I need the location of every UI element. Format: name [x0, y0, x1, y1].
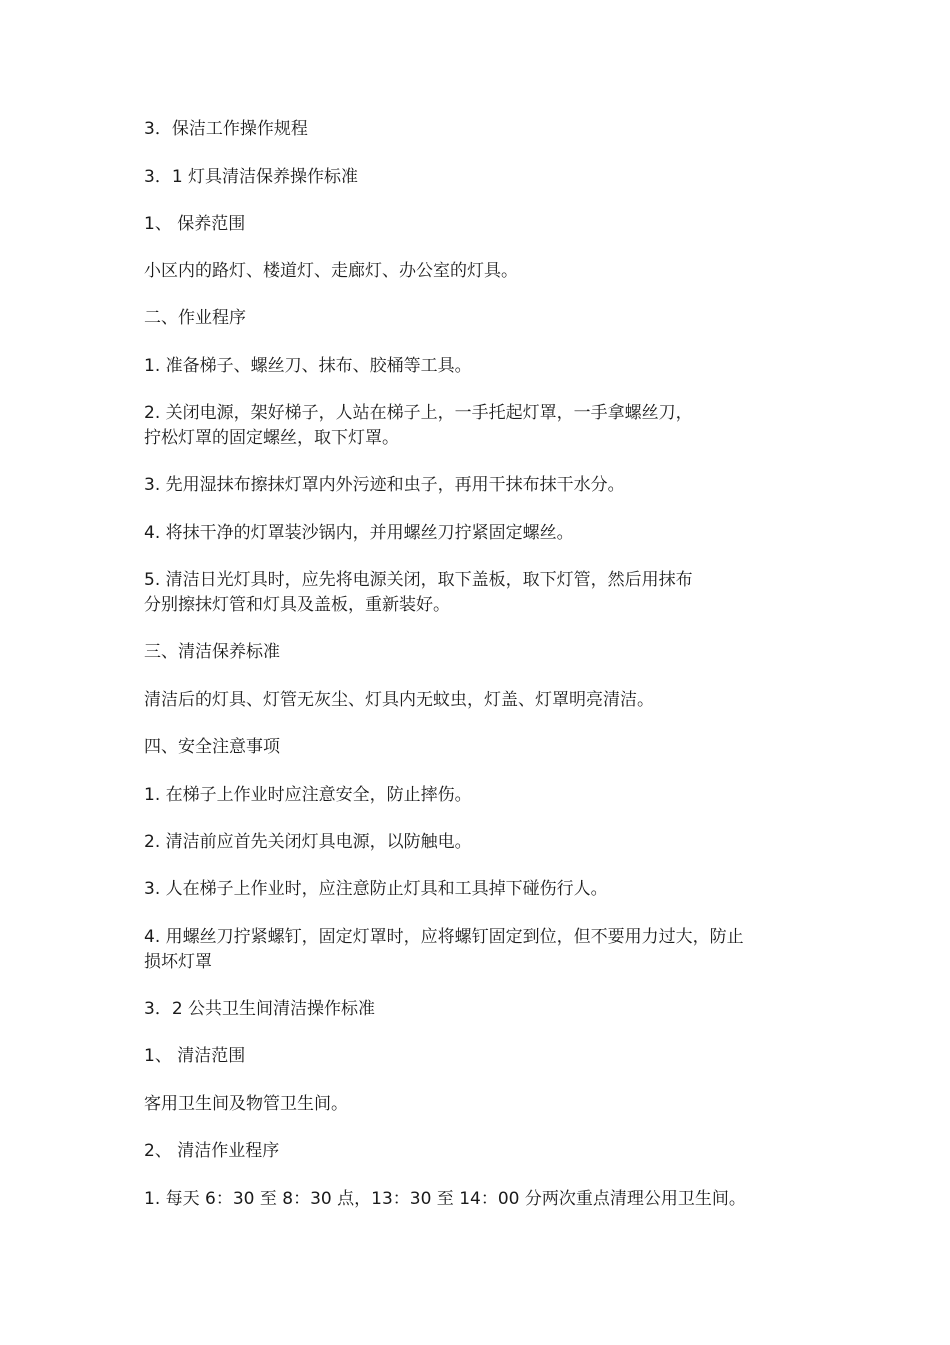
list-item: 5. 清洁日光灯具时，应先将电源关闭，取下盖板，取下灯管，然后用抹布	[144, 570, 693, 590]
list-item: 4. 用螺丝刀拧紧螺钉，固定灯罩时，应将螺钉固定到位，但不要用力过大，防止	[144, 927, 744, 947]
subsection-heading: 3．1 灯具清洁保养操作标准	[144, 167, 359, 187]
list-item: 4. 将抹干净的灯罩装沙锅内，并用螺丝刀拧紧固定螺丝。	[144, 523, 574, 543]
list-item: 3. 先用湿抹布擦抹灯罩内外污迹和虫子，再用干抹布抹干水分。	[144, 475, 625, 495]
list-item-continuation: 损坏灯罩	[144, 952, 212, 972]
item-heading: 四、安全注意事项	[144, 737, 280, 757]
list-item: 2. 关闭电源，架好梯子，人站在梯子上，一手托起灯罩，一手拿螺丝刀，	[144, 403, 693, 423]
item-heading: 1、 清洁范围	[144, 1046, 246, 1066]
paragraph: 小区内的路灯、楼道灯、走廊灯、办公室的灯具。	[144, 261, 518, 281]
list-item: 1. 在梯子上作业时应注意安全，防止摔伤。	[144, 785, 472, 805]
paragraph: 客用卫生间及物管卫生间。	[144, 1094, 348, 1114]
list-item: 1. 每天 6：30 至 8：30 点，13：30 至 14：00 分两次重点清理公用卫生间。	[144, 1189, 746, 1209]
item-heading: 1、 保养范围	[144, 214, 246, 234]
paragraph: 清洁后的灯具、灯管无灰尘、灯具内无蚊虫，灯盖、灯罩明亮清洁。	[144, 690, 654, 710]
list-item: 2. 清洁前应首先关闭灯具电源，以防触电。	[144, 832, 472, 852]
list-item-continuation: 拧松灯罩的固定螺丝，取下灯罩。	[144, 428, 399, 448]
list-item: 3. 人在梯子上作业时，应注意防止灯具和工具掉下碰伤行人。	[144, 879, 608, 899]
list-item-continuation: 分别擦抹灯管和灯具及盖板，重新装好。	[144, 595, 450, 615]
item-heading: 三、清洁保养标准	[144, 642, 280, 662]
item-heading: 二、作业程序	[144, 308, 246, 328]
list-item: 1. 准备梯子、螺丝刀、抹布、胶桶等工具。	[144, 356, 472, 376]
section-heading: 3．保洁工作操作规程	[144, 119, 308, 139]
item-heading: 2、 清洁作业程序	[144, 1141, 280, 1161]
subsection-heading: 3．2 公共卫生间清洁操作标准	[144, 999, 376, 1019]
